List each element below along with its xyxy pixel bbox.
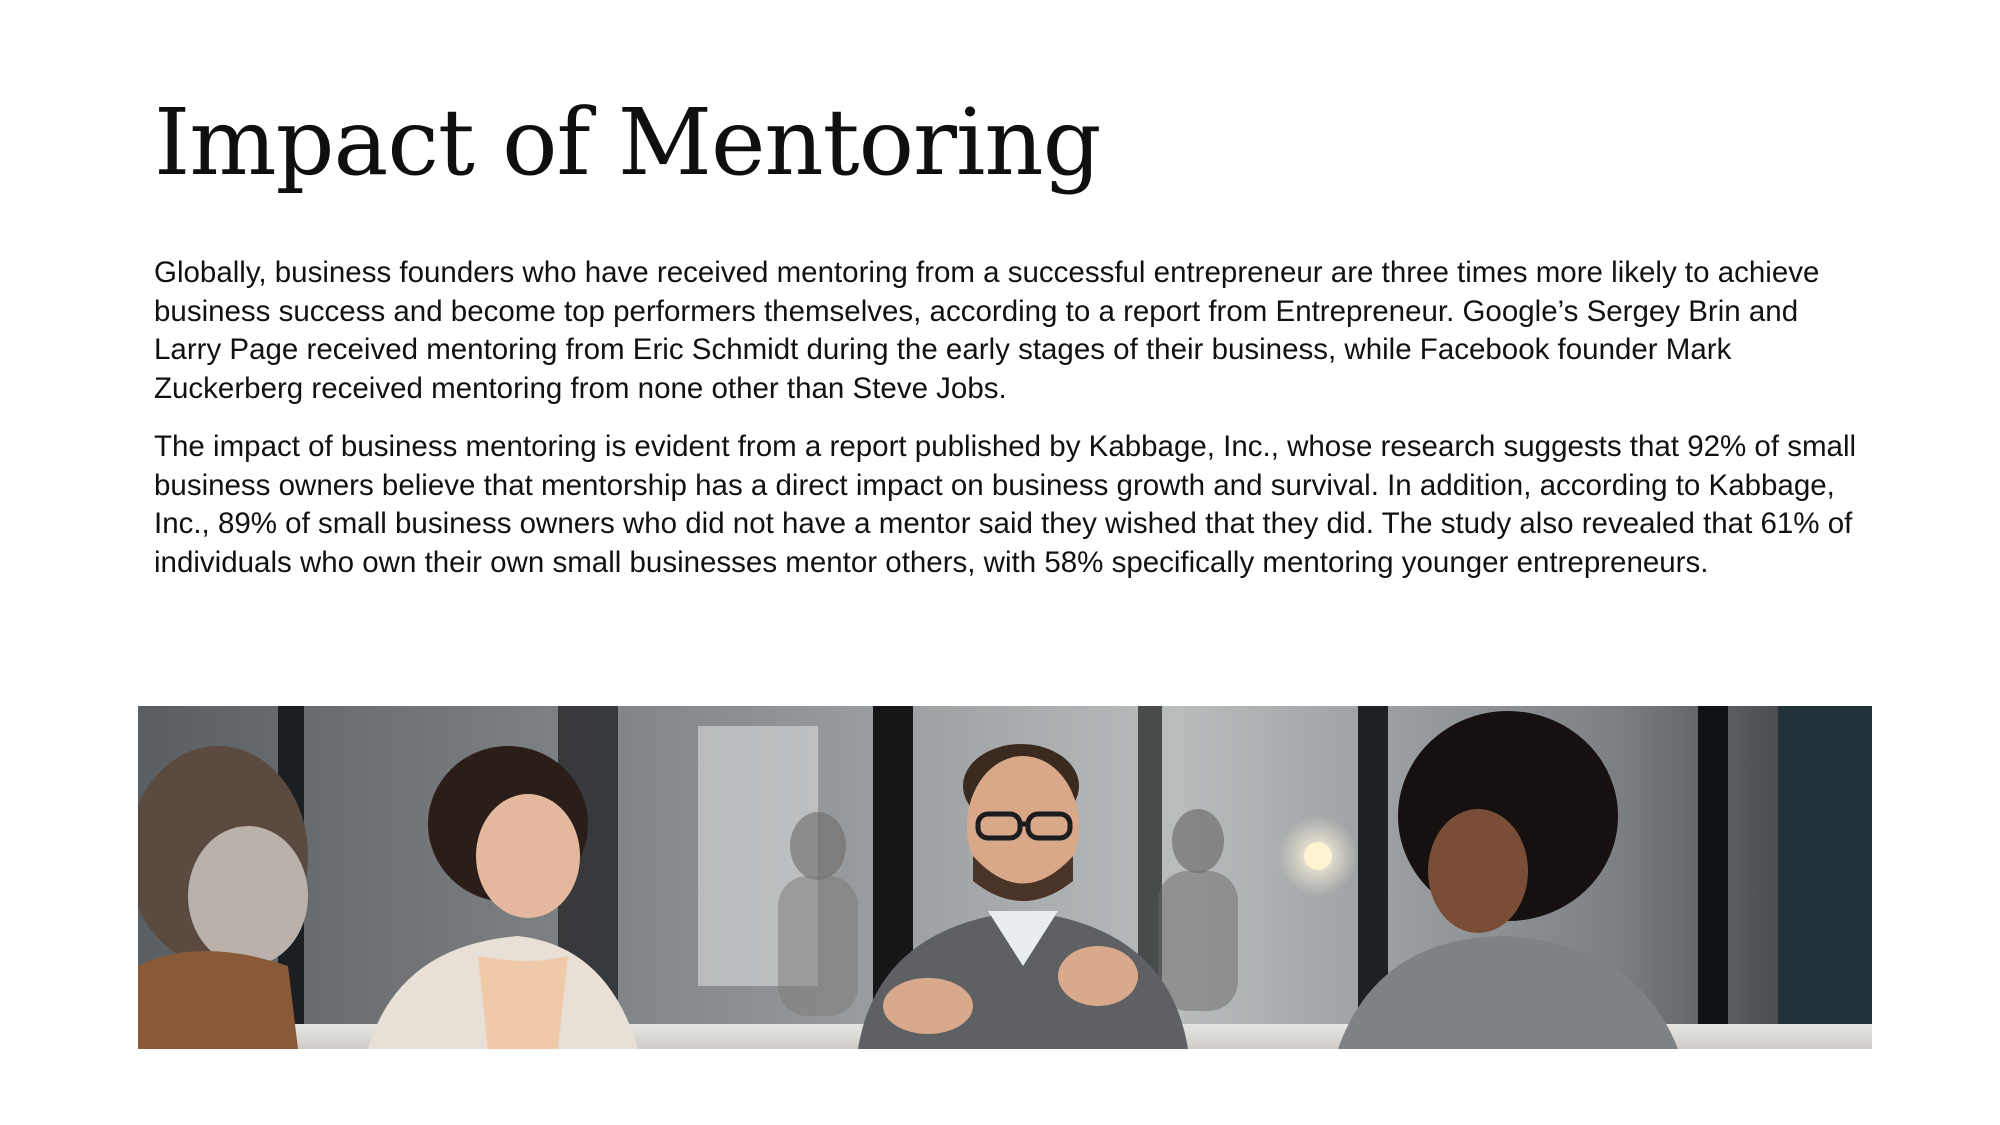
meeting-photo — [138, 706, 1872, 1049]
meeting-photo-illustration — [138, 706, 1872, 1049]
paragraph-2: The impact of business mentoring is evident from a report published by Kabbage, Inc., whose research suggests that 92% of small business owners believe that mentorship has a direct impact on business growth and survival. In addition, according to Kabbage, Inc., 89% of small business owners who did not have a mentor said they wished that they did. The study also revealed that 61% of individuals who own their own small businesses mentor others, with 58% specifically mentoring younger entrepreneurs. — [154, 430, 1857, 579]
paragraph-1: Globally, business founders who have received mentoring from a successful entrepreneur are three times more likely to achieve business success and become top performers themselves, according to a report from Entrepreneur. Google’s Sergey Brin and Larry Page received mentoring from Eric Schmidt during the early stages of their business, while Facebook founder Mark Zuckerberg received mentoring from none other than Steve Jobs. — [154, 256, 1820, 405]
page-title: Impact of Mentoring — [154, 89, 1101, 196]
body-text — [154, 254, 1864, 602]
